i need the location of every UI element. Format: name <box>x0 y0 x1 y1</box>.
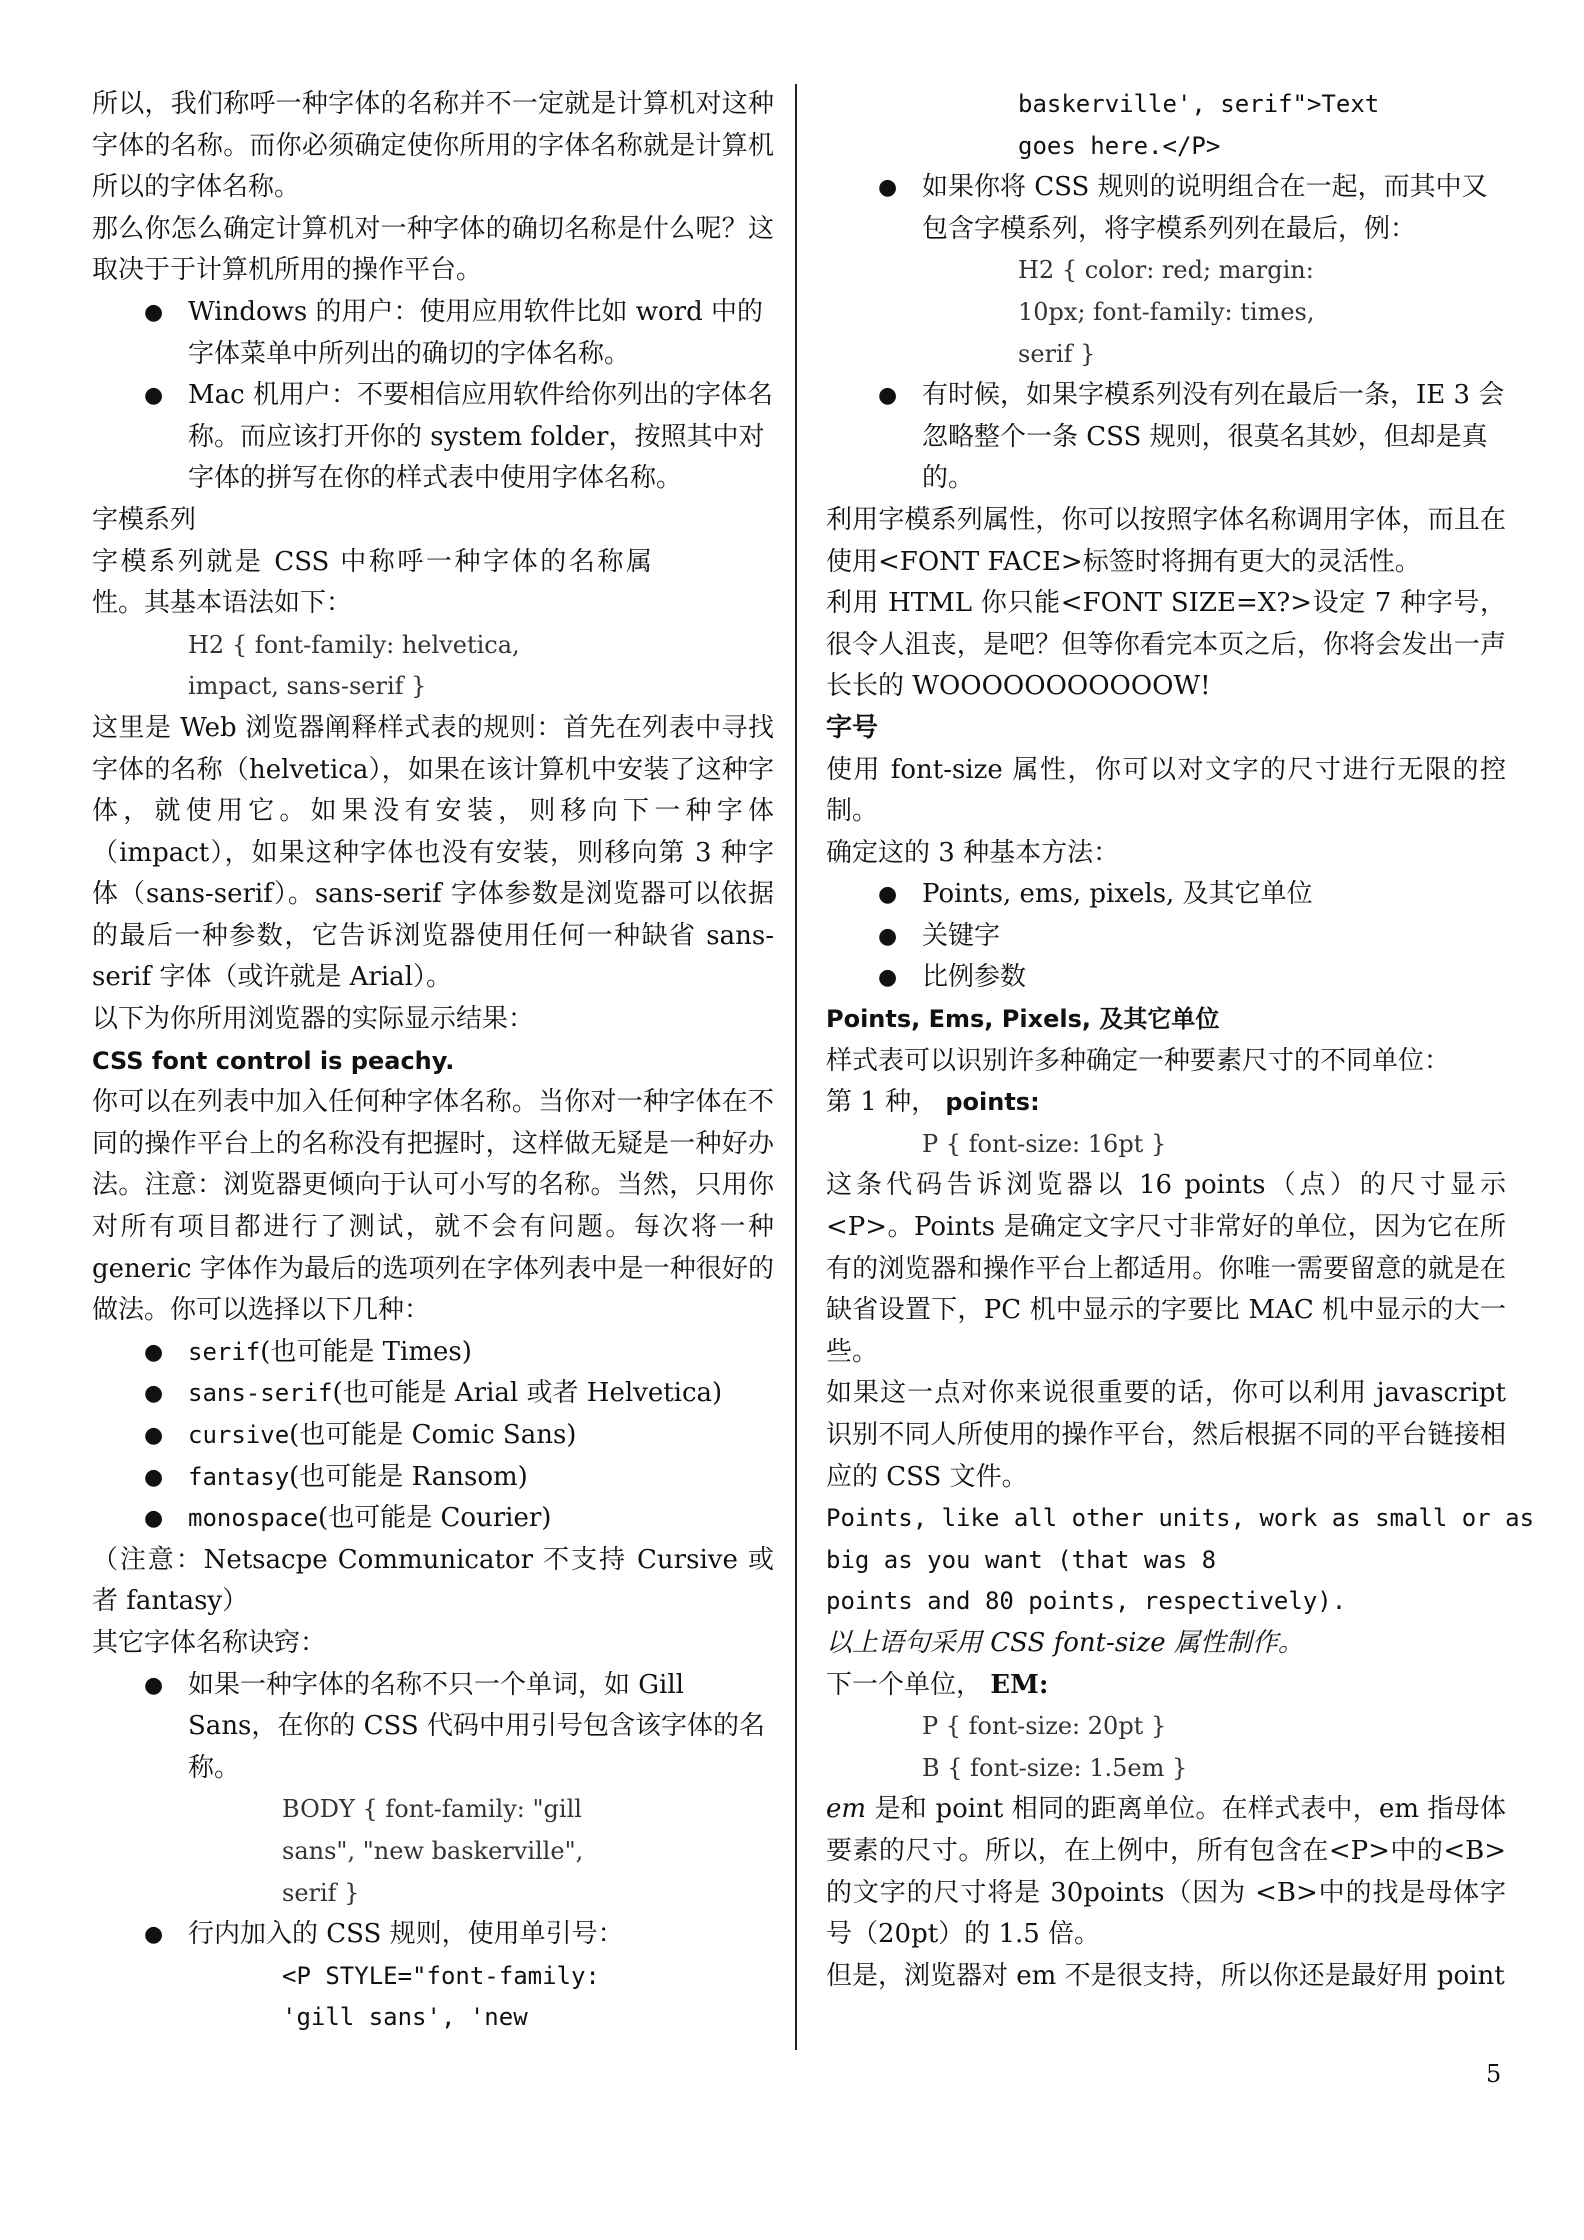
font-demo-text: points and 80 points, respectively). <box>826 1587 1347 1616</box>
list-item: ● Windows 的用户：使用应用软件比如 word 中的字体菜单中所列出的确切的字体名称。 <box>92 292 774 375</box>
list-item: ● 如果你将 CSS 规则的说明组合在一起，而其中又包含字模系列，将字模系列列在最后，例： <box>826 167 1506 250</box>
generic-font-list <box>92 1332 774 1540</box>
section-heading: 其它字体名称诀窍： <box>92 1627 327 1658</box>
tips-list <box>826 375 1506 500</box>
font-demo-text: Points, like all other units, work as small or as <box>826 1504 1535 1533</box>
font-demo-text: CSS font control is peachy. <box>92 1046 455 1075</box>
paragraph: 第 1 种， points: <box>826 1087 1040 1118</box>
bullet-icon: ● <box>878 923 898 949</box>
code-line: impact, sans-serif } <box>188 672 427 701</box>
note: （注意：Netsacpe Communicator 不支持 Cursive 或者 fantasy） <box>92 1544 774 1617</box>
paragraph: 所以，我们称呼一种字体的名称并不一定就是计算机对这种字体的名称。而你必须确定使你所用的字体名称就是计算机所以的字体名称。 <box>92 89 774 203</box>
code-line: baskerville', serif">Text <box>1018 90 1380 118</box>
list-item: ● serif(也可能是 Times) <box>92 1332 774 1374</box>
bullet-icon: ● <box>144 383 164 409</box>
paragraph: 字模系列就是 CSS 中称呼一种字体的名称属性。其基本语法如下： <box>92 546 652 619</box>
list-item: ● Mac 机用户：不要相信应用软件给你列出的字体名称。而应该打开你的 system folder，按照其中对字体的拼写在你的样式表中使用字体名称。 <box>92 375 774 500</box>
list-item: ● Points, ems, pixels, 及其它单位 <box>826 874 1506 916</box>
code-line: P { font-size: 20pt } <box>922 1712 1167 1741</box>
tips-list <box>826 167 1506 250</box>
list-item: ● sans-serif(也可能是 Arial 或者 Helvetica) <box>92 1373 774 1415</box>
bullet-icon: ● <box>878 965 898 991</box>
list-item: ● fantasy(也可能是 Ransom) <box>92 1457 774 1499</box>
list-item: ● cursive(也可能是 Comic Sans) <box>92 1415 774 1457</box>
code-line: <P STYLE="font-family: <box>282 1961 600 1990</box>
bullet-icon: ● <box>144 1381 164 1407</box>
paragraph: 这里是 Web 浏览器阐释样式表的规则：首先在列表中寻找字体的名称（helvetica），如果在该计算机中安装了这种字体，就使用它。如果没有安装，则移向下一种字体（impact），如果这种字体也没有安装，则移向第 3 种字体（sans-serif）。sans-serif 字体参数是浏览器可以依据的最后一种参数，它告诉浏览器使用任何一种缺省 sans-serif 字体（或许就是 Arial）。 <box>92 712 774 993</box>
code-line: 'gill sans', 'new <box>282 2003 528 2032</box>
platform-list <box>92 292 774 500</box>
code-line: serif } <box>1018 339 1096 368</box>
list-item: ● 比例参数 <box>826 957 1506 999</box>
code-line: P { font-size: 16pt } <box>922 1129 1167 1158</box>
code-line: 10px; font-family: times, <box>1018 297 1315 326</box>
list-item: ● 有时候，如果字模系列没有列在最后一条，IE 3 会忽略整个一条 CSS 规则，很莫名其妙，但却是真的。 <box>826 375 1506 500</box>
section-heading: Points, Ems, Pixels, 及其它单位 <box>826 1005 1220 1034</box>
list-item: ● 关键字 <box>826 916 1506 958</box>
tips-list <box>92 1914 774 1956</box>
code-line: BODY { font-family: "gill <box>282 1795 582 1824</box>
list-item: ● monospace(也可能是 Courier) <box>92 1498 774 1540</box>
paragraph: em 是和 point 相同的距离单位。在样式表中，em 指母体要素的尺寸。所以，在上例中，所有包含在<P>中的<B>的文字的尺寸将是 30points（因为 <B>中的找是母体字号（20pt）的 1.5 倍。 <box>826 1794 1506 1950</box>
paragraph: 利用 HTML 你只能<FONT SIZE=X?>设定 7 种字号，很令人沮丧，是吧？但等你看完本页之后，你将会发出一声长长的 WOOOOOOOOOOOW! <box>826 588 1506 702</box>
font-demo-text: big as you want (that was 8 <box>826 1545 1217 1574</box>
paragraph: 你可以在列表中加入任何种字体名称。当你对一种字体在不同的操作平台上的名称没有把握时，这样做无疑是一种好办法。注意：浏览器更倾向于认可小写的名称。当然，只用你对所有项目都进行了测试，就不会有问题。每次将一种 generic 字体作为最后的选项列在字体列表中是一种很好的做法。你可以选择以下几种： <box>92 1087 774 1326</box>
list-item: ● 行内加入的 CSS 规则，使用单引号： <box>92 1914 774 1956</box>
paragraph: 那么你怎么确定计算机对一种字体的确切名称是什么呢？这取决于于计算机所用的操作平台。 <box>92 213 774 286</box>
list-item: ● 如果一种字体的名称不只一个单词，如 Gill Sans，在你的 CSS 代码中用引号包含该字体的名称。 <box>92 1665 774 1790</box>
bullet-icon: ● <box>144 1922 164 1948</box>
paragraph: 使用 font-size 属性，你可以对文字的尺寸进行无限的控制。 <box>826 754 1506 827</box>
paragraph: 如果这一点对你来说很重要的话，你可以利用 javascript 识别不同人所使用的操作平台，然后根据不同的平台链接相应的 CSS 文件。 <box>826 1378 1506 1492</box>
page-number: 5 <box>1486 2060 1502 2088</box>
bullet-icon: ● <box>144 1672 164 1698</box>
paragraph: 样式表可以识别许多种确定一种要素尺寸的不同单位： <box>826 1045 1451 1076</box>
methods-list <box>826 874 1506 999</box>
code-line: goes here.</P> <box>1018 131 1221 160</box>
section-heading: 字号 <box>826 712 879 743</box>
bullet-icon: ● <box>144 1339 164 1365</box>
code-line: sans", "new baskerville", <box>282 1836 584 1865</box>
right-column <box>826 84 1535 1997</box>
paragraph: 下一个单位， EM: <box>826 1669 1049 1700</box>
paragraph: 但是，浏览器对 em 不是很支持，所以你还是最好用 point <box>826 1960 1505 1991</box>
column-divider <box>795 84 797 2050</box>
paragraph: 利用字模系列属性，你可以按照字体名称调用字体，而且在使用<FONT FACE>标签时将拥有更大的灵活性。 <box>826 504 1506 577</box>
section-heading: 字模系列 <box>92 504 197 535</box>
paragraph: 以下为你所用浏览器的实际显示结果： <box>92 1004 535 1035</box>
code-line: serif } <box>282 1878 360 1907</box>
bullet-icon: ● <box>144 1464 164 1490</box>
tips-list <box>92 1665 774 1790</box>
bullet-icon: ● <box>144 1506 164 1532</box>
paragraph: 这条代码告诉浏览器以 16 points（点）的尺寸显示<P>。Points 是确定文字尺寸非常好的单位，因为它在所有的浏览器和操作平台上都适用。你唯一需要留意的就是在缺省设置下，PC 机中显示的字要比 MAC 机中显示的大一些。 <box>826 1170 1506 1367</box>
code-line: H2 { font-family: helvetica, <box>188 630 520 659</box>
bullet-icon: ● <box>878 882 898 908</box>
bullet-icon: ● <box>144 299 164 325</box>
code-line: H2 { color: red; margin: <box>1018 256 1314 285</box>
bullet-icon: ● <box>144 1423 164 1448</box>
bullet-icon: ● <box>878 383 898 409</box>
left-column <box>92 84 774 2039</box>
italic-note: 以上语句采用 CSS font-size 属性制作。 <box>826 1627 1304 1658</box>
bullet-icon: ● <box>878 175 898 201</box>
code-line: B { font-size: 1.5em } <box>922 1753 1188 1782</box>
paragraph: 确定这的 3 种基本方法： <box>826 837 1120 868</box>
